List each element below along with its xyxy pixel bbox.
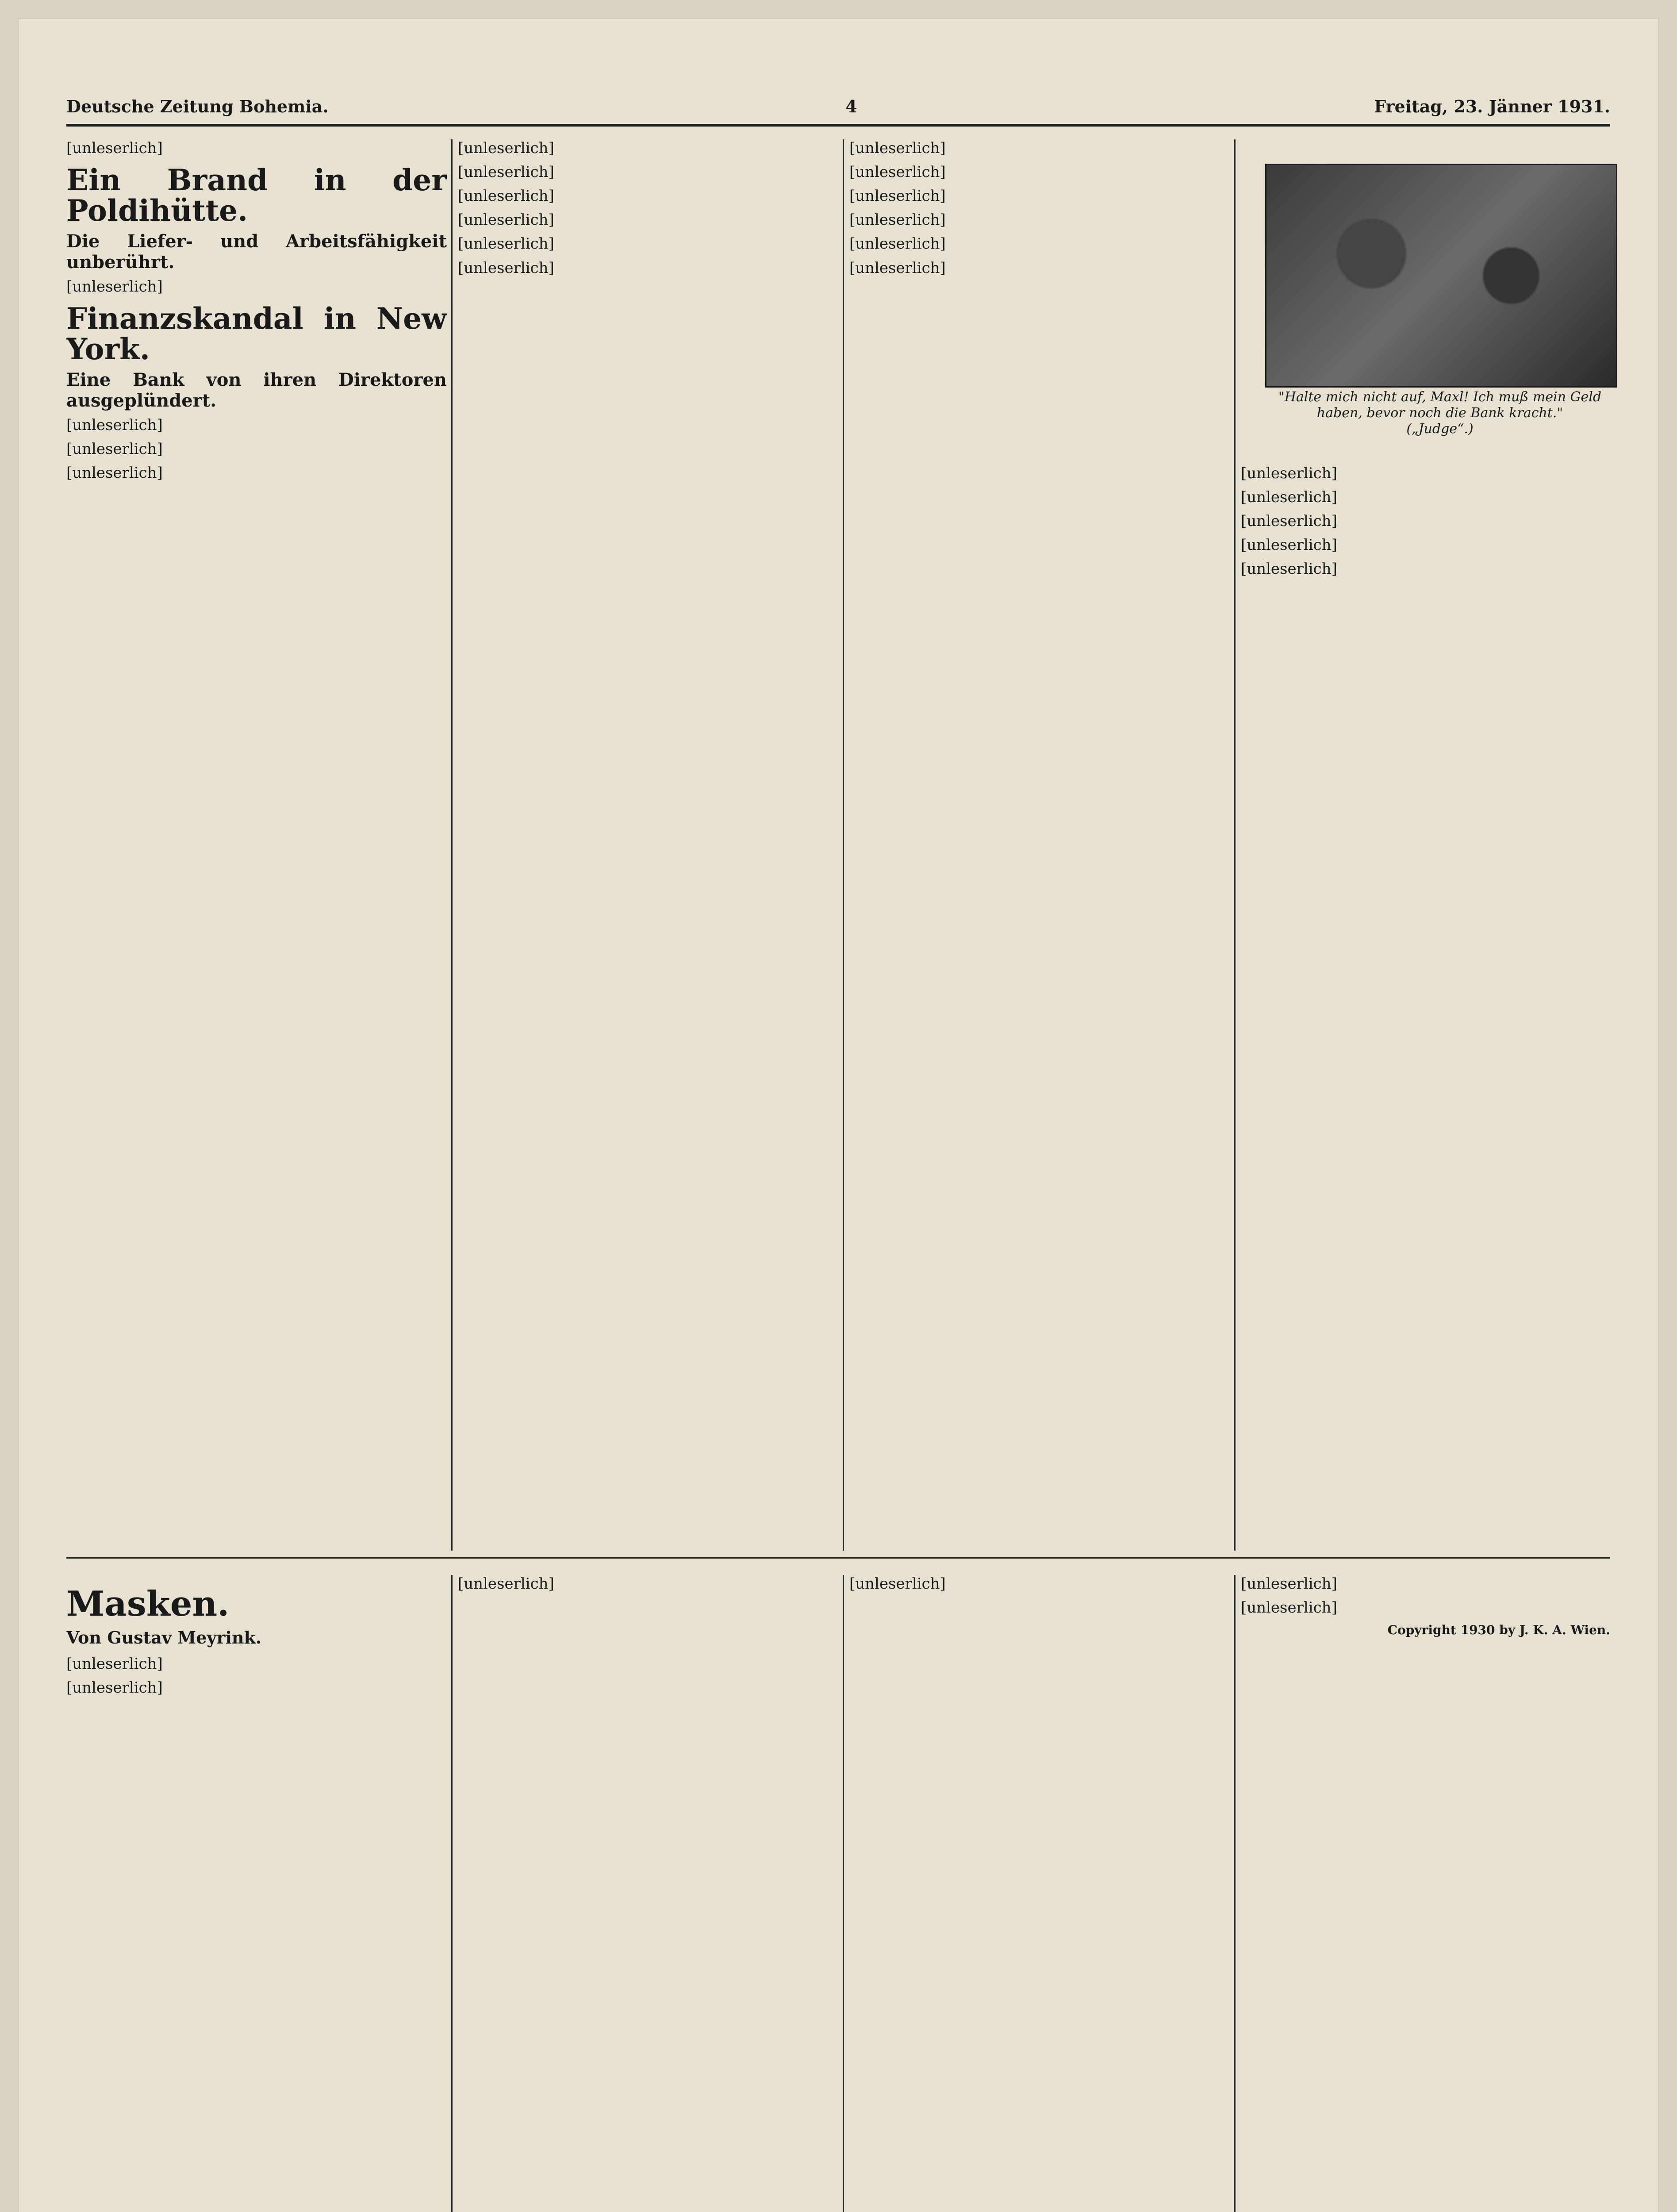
bottom-column-1-text-2: [unleserlich] — [66, 1678, 163, 1697]
article-subtitle-fire: Die Liefer- und Arbeitsfähigkeit unberührt. — [66, 230, 447, 273]
page-number: 4 — [845, 96, 857, 116]
bottom-section-rule — [66, 1557, 1610, 1559]
column-4-text-3: [unleserlich] — [1241, 512, 1337, 530]
bottom-column-4-text-2: [unleserlich] — [1241, 1599, 1337, 1617]
bottom-column-2 — [458, 1575, 838, 2212]
caption-credit: („Judge“.) — [1406, 421, 1474, 437]
header-rule — [66, 124, 1610, 127]
bottom-divider-1 — [451, 1575, 453, 2212]
column-4-text-5: [unleserlich] — [1241, 560, 1337, 578]
bottom-divider-2 — [843, 1575, 844, 2212]
column-2 — [458, 139, 838, 1551]
article-text-misc-1: [unleserlich] — [66, 440, 163, 458]
column-divider-3 — [1234, 139, 1236, 1551]
article-subtitle-finance: Eine Bank von ihren Direktoren ausgeplündert. — [66, 369, 447, 411]
article-text-fire: [unleserlich] — [66, 278, 163, 296]
copyright-note: Copyright 1930 by J. K. A. Wien. — [1387, 1623, 1610, 1638]
cartoon-caption — [1265, 389, 1615, 437]
bottom-column-1-text: [unleserlich] — [66, 1655, 163, 1673]
column-1-text: [unleserlich] — [66, 139, 163, 157]
column-4 — [1241, 465, 1610, 1551]
column-4-text-2: [unleserlich] — [1241, 488, 1337, 507]
bottom-column-3 — [849, 1575, 1230, 2212]
column-4-text-4: [unleserlich] — [1241, 536, 1337, 554]
caption-text: "Halte mich nicht auf, Maxl! Ich muß mein Geld haben, bevor noch die Bank kracht." — [1278, 389, 1602, 421]
bottom-divider-3 — [1234, 1575, 1236, 2212]
column-2-text-4: [unleserlich] — [458, 211, 554, 229]
column-2-text-1: [unleserlich] — [458, 139, 554, 157]
article-text-finance: [unleserlich] — [66, 416, 163, 434]
cartoon-illustration — [1265, 164, 1617, 388]
column-4-text-1: [unleserlich] — [1241, 465, 1337, 482]
column-3-text-6: [unleserlich] — [849, 259, 946, 277]
column-3-text-5: [unleserlich] — [849, 235, 946, 253]
column-divider-2 — [843, 139, 844, 1551]
bottom-column-4-text: [unleserlich] — [1241, 1575, 1337, 1593]
masken-title: Masken. — [66, 1584, 230, 1624]
column-2-text-5: [unleserlich] — [458, 235, 554, 253]
bottom-column-4 — [1241, 1575, 1610, 2212]
column-3-text-3: [unleserlich] — [849, 187, 946, 205]
column-3-text-1: [unleserlich] — [849, 139, 946, 157]
article-title-fire: Ein Brand in der Poldihütte. — [66, 163, 447, 228]
column-2-text-6: [unleserlich] — [458, 259, 554, 277]
bottom-column-2-text: [unleserlich] — [458, 1575, 554, 1593]
column-3 — [849, 139, 1230, 1551]
header-date: Freitag, 23. Jänner 1931. — [1374, 96, 1610, 116]
column-3-text-4: [unleserlich] — [849, 211, 946, 229]
page-header — [66, 93, 1610, 119]
column-2-text-3: [unleserlich] — [458, 187, 554, 205]
column-2-text-2: [unleserlich] — [458, 163, 554, 181]
column-3-text-2: [unleserlich] — [849, 163, 946, 181]
newspaper-page — [18, 18, 1659, 2212]
masken-byline: Von Gustav Meyrink. — [66, 1628, 262, 1648]
header-title: Deutsche Zeitung Bohemia. — [66, 96, 329, 116]
column-1 — [66, 139, 447, 1551]
bottom-column-1 — [66, 1575, 447, 2212]
article-title-finance: Finanzskandal in New York. — [66, 301, 447, 367]
column-divider-1 — [451, 139, 453, 1551]
bottom-column-3-text: [unleserlich] — [849, 1575, 946, 1593]
article-text-misc-2: [unleserlich] — [66, 464, 163, 482]
